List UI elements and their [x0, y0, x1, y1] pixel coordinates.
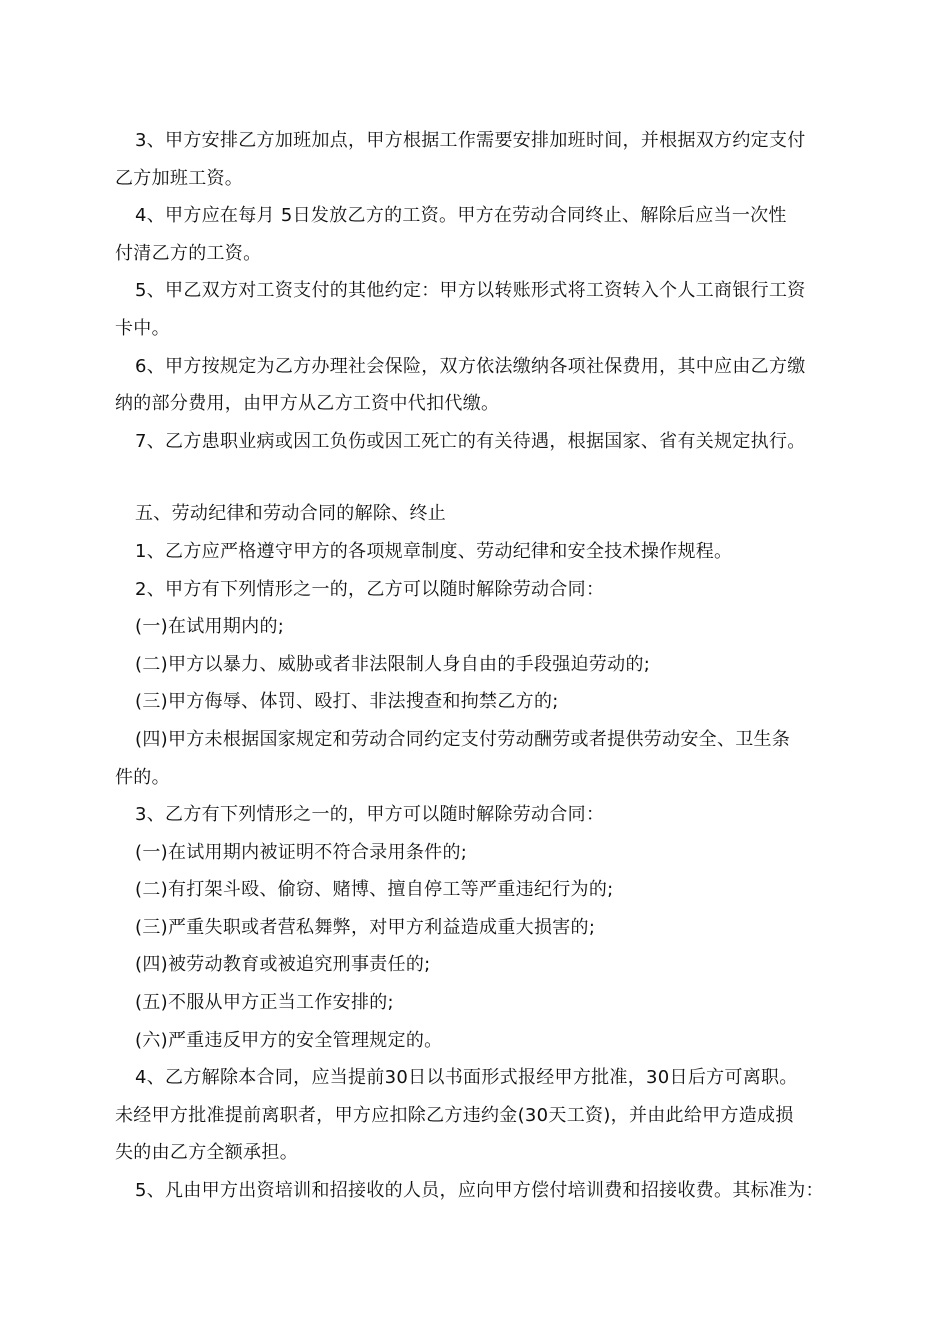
- paragraph-line: 7、乙方患职业病或因工负伤或因工死亡的有关待遇，根据国家、省有关规定执行。: [135, 430, 806, 452]
- paragraph-line: 5、甲乙双方对工资支付的其他约定：甲方以转账形式将工资转入个人工商银行工资: [135, 280, 806, 302]
- paragraph-line: 6、甲方按规定为乙方办理社会保险，双方依法缴纳各项社保费用，其中应由乙方缴: [135, 355, 806, 377]
- document-body: [115, 122, 850, 1210]
- paragraph-line: 5、凡由甲方出资培训和招接收的人员，应向甲方偿付培训费和招接收费。其标准为：: [135, 1180, 824, 1202]
- list-item: (二)甲方以暴力、威胁或者非法限制人身自由的手段强迫劳动的;: [135, 653, 651, 675]
- paragraph-line: 3、乙方有下列情形之一的，甲方可以随时解除劳动合同：: [135, 804, 605, 826]
- paragraph-line: 2、甲方有下列情形之一的，乙方可以随时解除劳动合同：: [135, 578, 605, 600]
- list-item: (四)被劳动教育或被追究刑事责任的;: [135, 954, 431, 976]
- section-spacer: [115, 460, 850, 495]
- paragraph-line: 纳的部分费用，由甲方从乙方工资中代扣代缴。: [115, 393, 500, 415]
- paragraph-line: 未经甲方批准提前离职者，甲方应扣除乙方违约金(30天工资)，并由此给甲方造成损: [115, 1104, 794, 1126]
- list-item: (一)在试用期内被证明不符合录用条件的;: [135, 841, 468, 863]
- paragraph-line: 4、甲方应在每月 5日发放乙方的工资。甲方在劳动合同终止、解除后应当一次性: [135, 205, 787, 227]
- list-item: (五)不服从甲方正当工作安排的;: [135, 992, 394, 1014]
- paragraph-line: 付清乙方的工资。: [115, 242, 262, 264]
- list-item: (六)严重违反甲方的安全管理规定的。: [135, 1029, 443, 1051]
- list-item: (三)甲方侮辱、体罚、殴打、非法搜查和拘禁乙方的;: [135, 691, 559, 713]
- paragraph-line: 3、甲方安排乙方加班加点，甲方根据工作需要安排加班时间，并根据双方约定支付: [135, 130, 806, 151]
- section-heading: 五、劳动纪律和劳动合同的解除、终止: [135, 503, 447, 525]
- paragraph-line: 卡中。: [115, 317, 170, 339]
- paragraph-line: 4、乙方解除本合同，应当提前30日以书面形式报经甲方批准，30日后方可离职。: [135, 1067, 798, 1089]
- paragraph-line: 失的由乙方全额承担。: [115, 1142, 298, 1164]
- paragraph-line: 乙方加班工资。: [115, 167, 244, 189]
- list-item: (一)在试用期内的;: [135, 616, 285, 638]
- list-item: (二)有打架斗殴、偷窃、赌博、擅自停工等严重违纪行为的;: [135, 879, 614, 901]
- list-item: (四)甲方未根据国家规定和劳动合同约定支付劳动酬劳或者提供劳动安全、卫生条: [135, 728, 791, 750]
- paragraph-line: 1、乙方应严格遵守甲方的各项规章制度、劳动纪律和安全技术操作规程。: [135, 540, 733, 562]
- paragraph-line: 件的。: [115, 766, 170, 788]
- list-item: (三)严重失职或者营私舞弊，对甲方利益造成重大损害的;: [135, 916, 596, 938]
